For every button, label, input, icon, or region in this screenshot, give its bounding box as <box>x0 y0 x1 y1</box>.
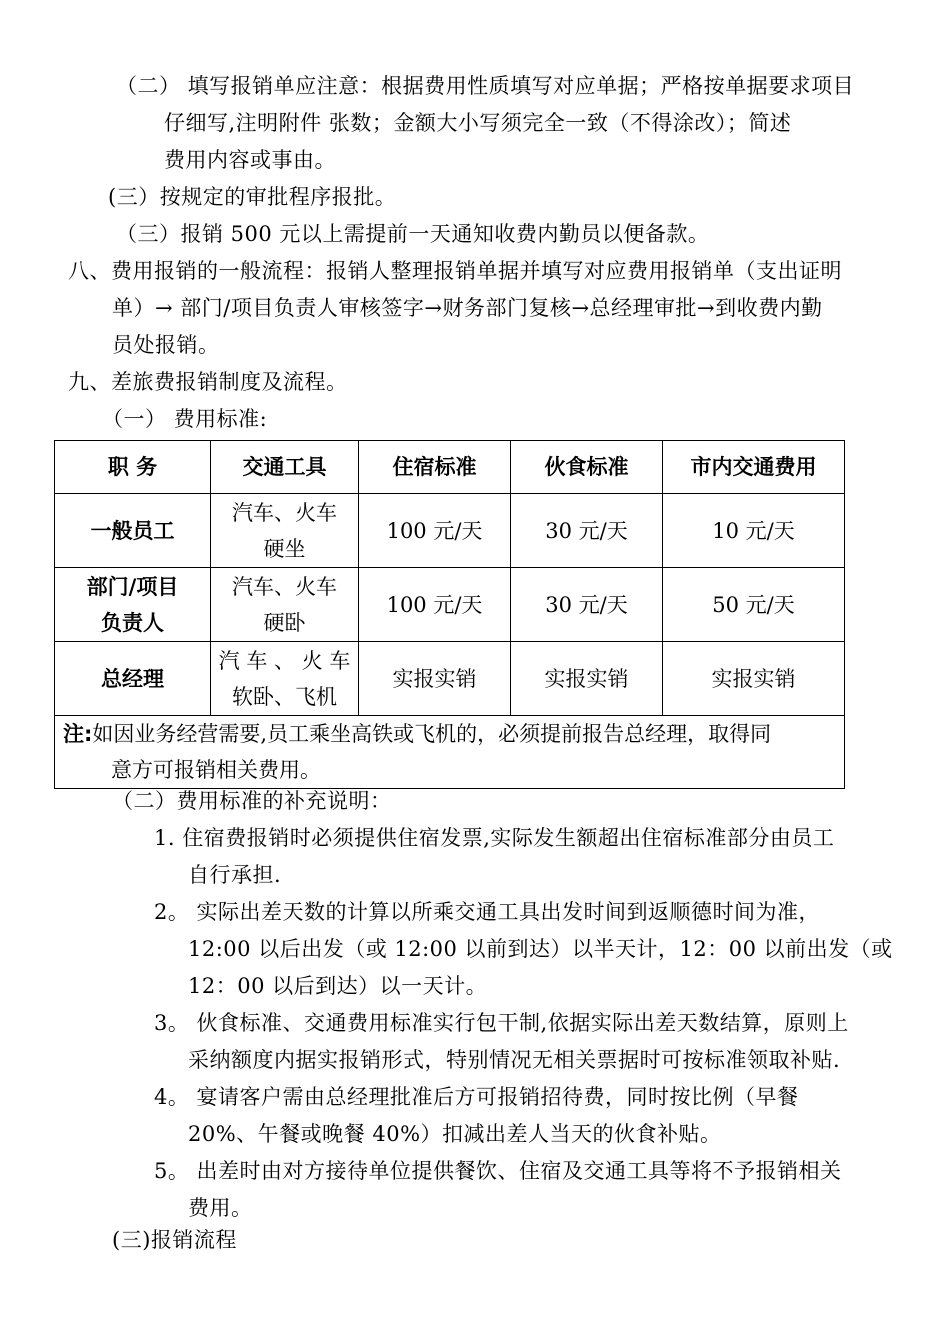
table-row <box>55 568 845 642</box>
transport-cell: 汽 车 、 火 车 软卧、飞机 <box>211 642 359 716</box>
note-line2: 意方可报销相关费用。 <box>111 758 321 782</box>
section-9-heading: 九、差旅费报销制度及流程。 <box>68 370 348 394</box>
transport-cell: 汽车、火车 硬坐 <box>211 494 359 568</box>
table-header-row <box>55 441 845 494</box>
list-item-4-line1: 4。 宴请客户需由总经理批准后方可报销招待费，同时按比例（早餐 <box>154 1085 799 1109</box>
subsection-3-heading: (三)报销流程 <box>112 1228 237 1252</box>
para-san-a: (三）按规定的审批程序报批。 <box>108 185 397 209</box>
lodging-cell: 实报实销 <box>359 642 511 716</box>
list-item-5-line2: 费用。 <box>188 1196 253 1220</box>
list-item-1-line1: 1. 住宿费报销时必须提供住宿发票,实际发生额超出住宿标准部分由员工 <box>154 826 835 850</box>
para-er-line2: 仔细写,注明附件 张数；金额大小写须完全一致（不得涂改）；简述 <box>164 111 792 135</box>
list-item-2-line3: 12：00 以后到达）以一天计。 <box>188 974 488 998</box>
subsection-2-heading: （二）费用标准的补充说明： <box>112 789 392 813</box>
meals-cell: 实报实销 <box>511 642 663 716</box>
role-cell: 一般员工 <box>55 494 211 568</box>
subsection-1-heading: （一） 费用标准: <box>102 407 268 431</box>
local-transport-cell: 50 元/天 <box>663 568 845 642</box>
header-position: 职 务 <box>55 441 211 494</box>
role-cell: 部门/项目 负责人 <box>55 568 211 642</box>
list-item-2-line2: 12:00 以后出发（或 12:00 以前到达）以半天计，12：00 以前出发（或 <box>188 937 893 961</box>
section-8-line1: 八、费用报销的一般流程：报销人整理报销单据并填写对应费用报销单（支出证明 <box>68 259 842 283</box>
note-label: 注: <box>63 722 93 746</box>
header-local-transport: 市内交通费用 <box>663 441 845 494</box>
section-8-line2: 单）→ 部门/项目负责人审核签字→财务部门复核→总经理审批→到收费内勤 <box>112 296 823 320</box>
list-item-3-line2: 采纳额度内据实报销形式，特别情况无相关票据时可按标准领取补贴. <box>188 1048 841 1072</box>
section-8-line3: 员处报销。 <box>112 333 220 357</box>
list-item-3-line1: 3。 伙食标准、交通费用标准实行包干制,依据实际出差天数结算，原则上 <box>154 1011 849 1035</box>
list-item-2-line1: 2。 实际出差天数的计算以所乘交通工具出发时间到返顺德时间为准， <box>154 900 821 924</box>
role-cell: 总经理 <box>55 642 211 716</box>
header-meals: 伙食标准 <box>511 441 663 494</box>
meals-cell: 30 元/天 <box>511 568 663 642</box>
table-row <box>55 642 845 716</box>
lodging-cell: 100 元/天 <box>359 494 511 568</box>
local-transport-cell: 10 元/天 <box>663 494 845 568</box>
transport-cell: 汽车、火车 硬卧 <box>211 568 359 642</box>
header-lodging: 住宿标准 <box>359 441 511 494</box>
note-line1: 如因业务经营需要,员工乘坐高铁或飞机的，必须提前报告总经理，取得同 <box>92 722 772 746</box>
lodging-cell: 100 元/天 <box>359 568 511 642</box>
meals-cell: 30 元/天 <box>511 494 663 568</box>
table-note <box>55 716 845 789</box>
para-san-b: （三）报销 500 元以上需提前一天通知收费内勤员以便备款。 <box>116 222 710 246</box>
local-transport-cell: 实报实销 <box>663 642 845 716</box>
list-item-1-line2: 自行承担. <box>188 863 282 887</box>
list-item-5-line1: 5。 出差时由对方接待单位提供餐饮、住宿及交通工具等将不予报销相关 <box>154 1159 842 1183</box>
travel-standard-table <box>54 440 845 789</box>
table-row <box>55 494 845 568</box>
para-er-line1: （二） 填写报销单应注意：根据费用性质填写对应单据；严格按单据要求项目 <box>116 74 855 98</box>
table-note-row <box>55 716 845 789</box>
para-er-line3: 费用内容或事由。 <box>164 148 336 172</box>
list-item-4-line2: 20%、午餐或晚餐 40%）扣减出差人当天的伙食补贴。 <box>188 1122 722 1146</box>
header-transport: 交通工具 <box>211 441 359 494</box>
